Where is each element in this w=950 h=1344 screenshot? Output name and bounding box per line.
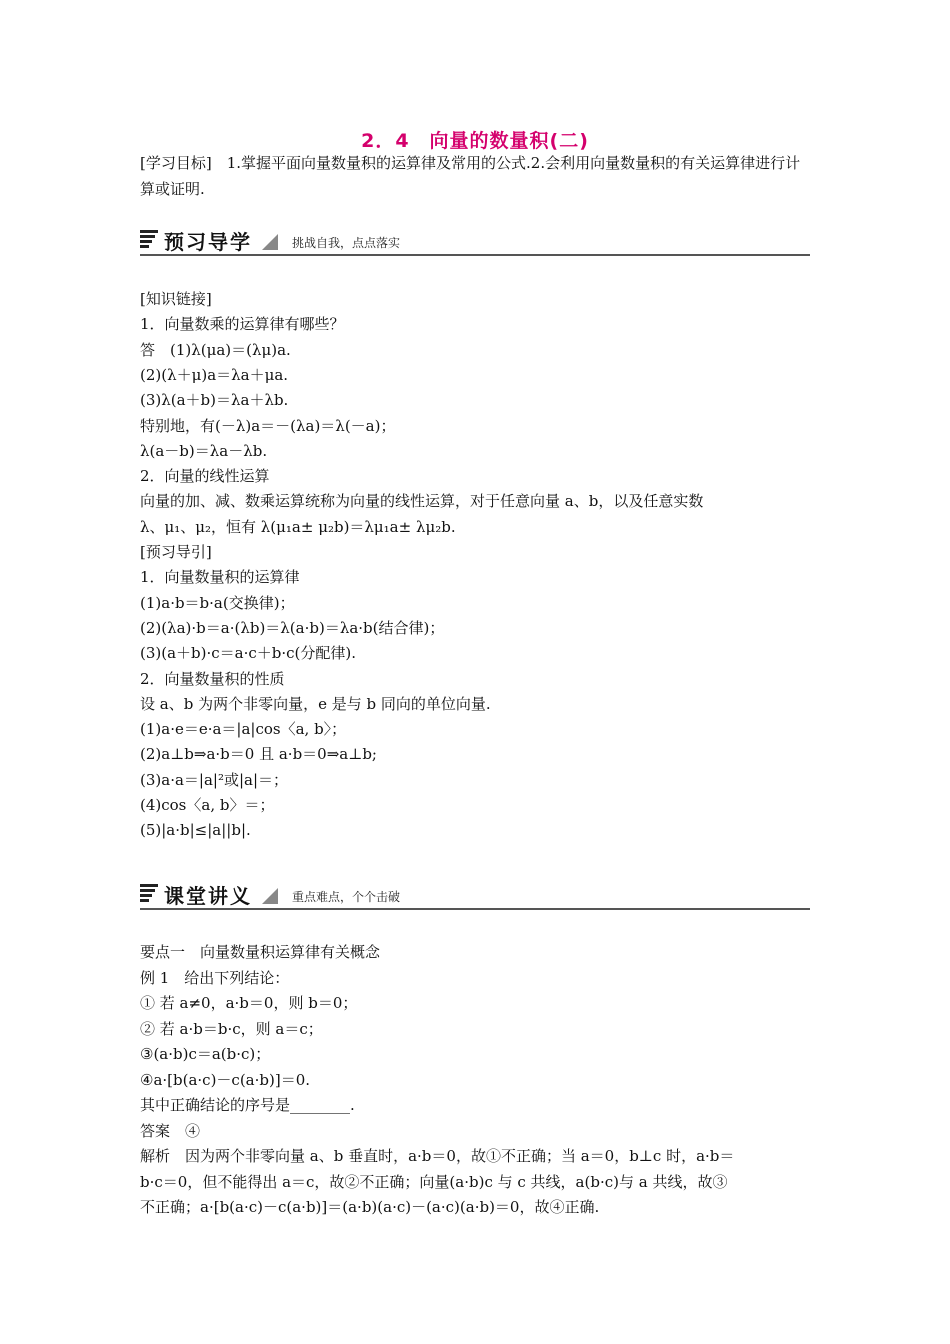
text-line: (3)(a＋b)·c＝a·c＋b·c(分配律). bbox=[140, 644, 357, 663]
text-line: (2)(λa)·b＝a·(λb)＝λ(a·b)＝λa·b(结合律)； bbox=[140, 618, 445, 637]
section-bars-icon bbox=[140, 230, 158, 250]
section-bars-icon bbox=[140, 884, 158, 904]
text-line: λ(a－b)＝λa－λb. bbox=[140, 441, 268, 460]
page-title: 2．4 向量的数量积(二) bbox=[361, 130, 589, 152]
text-line: (1)a·e＝e·a＝|a|cos〈a, b〉； bbox=[140, 720, 347, 739]
text-line: (5)|a·b|≤|a||b|. bbox=[140, 821, 251, 840]
triangle-icon bbox=[262, 888, 278, 904]
text-line: 答 (1)λ(μa)＝(λμ)a. bbox=[140, 340, 291, 359]
text-line: (1)a·b＝b·a(交换律)； bbox=[140, 593, 295, 612]
text-line: 2．向量数量积的性质 bbox=[140, 669, 285, 688]
text-line: [知识链接] bbox=[140, 290, 212, 308]
section-heading: 预习导学 bbox=[164, 230, 252, 254]
section-subtitle: 重点难点，个个击破 bbox=[292, 890, 401, 904]
text-line: 向量的加、减、数乘运算统称为向量的线性运算，对于任意向量 a、b，以及任意实数 bbox=[140, 492, 704, 511]
text-line: b·c＝0，但不能得出 a＝c，故②不正确；向量(a·b)c 与 c 共线，a(b·c)与 a 共线，故③ bbox=[140, 1172, 728, 1191]
text-line: 2．向量的线性运算 bbox=[140, 467, 270, 486]
text-line: (2)(λ＋μ)a＝λa＋μa. bbox=[140, 365, 289, 384]
triangle-icon bbox=[262, 234, 278, 250]
text-line: 例 1 给出下列结论： bbox=[140, 968, 290, 987]
text-line: ① 若 a≠0，a·b＝0，则 b＝0； bbox=[140, 994, 358, 1012]
text-line: (3)a·a＝|a|²或|a|＝； bbox=[140, 770, 289, 789]
section-header-lecture bbox=[140, 882, 810, 910]
text-line: 1．向量数乘的运算律有哪些？ bbox=[140, 315, 345, 334]
section-subtitle: 挑战自我，点点落实 bbox=[292, 236, 401, 250]
text-line: 不正确；a·[b(a·c)－c(a·b)]＝(a·b)(a·c)－(a·c)(a·b)＝0，故④正确. bbox=[140, 1198, 600, 1216]
text-line: 要点一 向量数量积运算律有关概念 bbox=[140, 943, 381, 961]
text-line: 1．向量数量积的运算律 bbox=[140, 568, 300, 587]
text-line: ③(a·b)c＝a(b·c)； bbox=[140, 1045, 271, 1063]
text-line: 设 a、b 为两个非零向量，e 是与 b 同向的单位向量. bbox=[140, 694, 491, 713]
text-line: (2)a⊥b⇒a·b＝0 且 a·b＝0⇒a⊥b; bbox=[140, 745, 377, 764]
text-line: [预习导引] bbox=[140, 543, 212, 561]
learning-goal: [学习目标] 1.掌握平面向量数量积的运算律及常用的公式.2.会利用向量数量积的有关运算律进行计算或证明. bbox=[140, 154, 801, 198]
text-line: 答案 ④ bbox=[140, 1121, 201, 1140]
text-line: 其中正确结论的序号是________. bbox=[140, 1096, 355, 1114]
text-line: (3)λ(a＋b)＝λa＋λb. bbox=[140, 391, 289, 410]
text-line: 解析 因为两个非零向量 a、b 垂直时，a·b＝0，故①不正确；当 a＝0，b⊥c 时，a·b＝ bbox=[140, 1147, 735, 1165]
text-line: ④a·[b(a·c)－c(a·b)]＝0. bbox=[140, 1070, 311, 1089]
text-line: (4)cos〈a, b〉＝； bbox=[140, 796, 275, 814]
text-line: 特别地，有(－λ)a＝－(λa)＝λ(－a)； bbox=[140, 416, 396, 435]
text-line: ② 若 a·b＝b·c，则 a＝c； bbox=[140, 1019, 323, 1038]
section-heading: 课堂讲义 bbox=[164, 884, 252, 908]
text-line: λ、μ₁、μ₂，恒有 λ(μ₁a± μ₂b)＝λμ₁a± λμ₂b. bbox=[140, 517, 456, 536]
section-header-preview bbox=[140, 228, 810, 256]
